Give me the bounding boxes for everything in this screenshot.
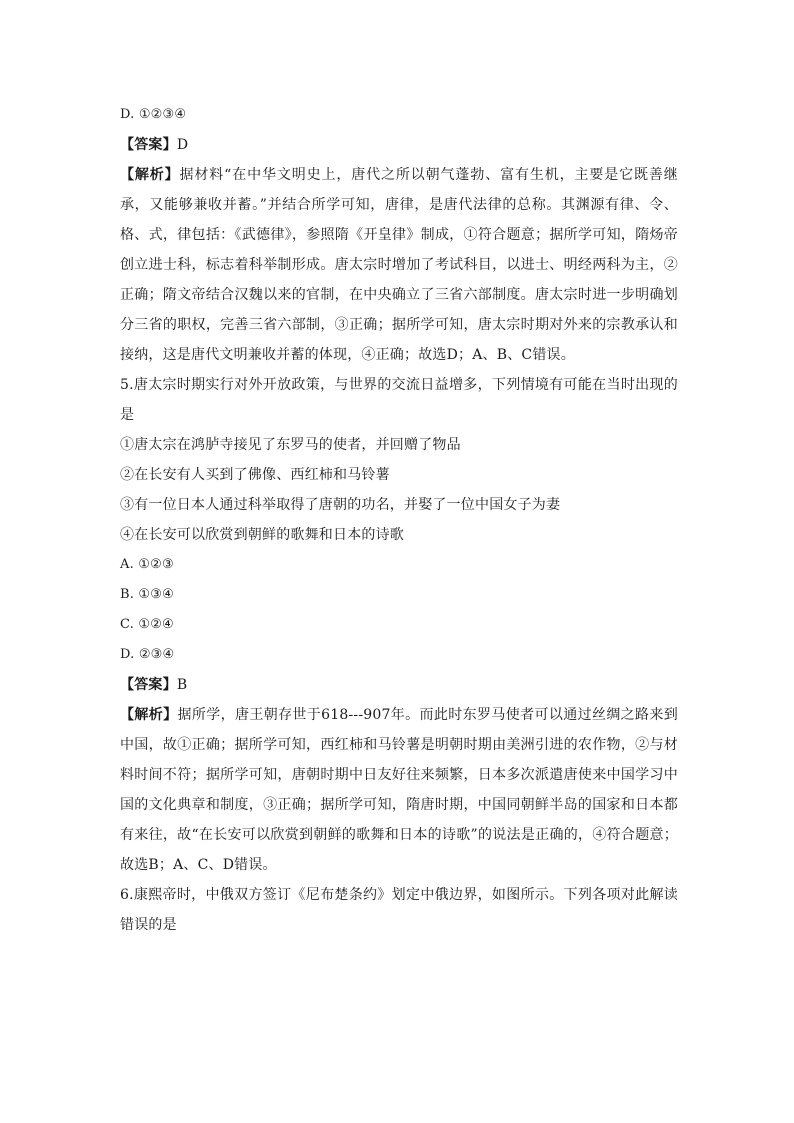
- q5-item-3: ③有一位日本人通过科举取得了唐朝的功名，并娶了一位中国女子为妻: [120, 497, 561, 513]
- q5-option-b: B. ①③④: [120, 587, 174, 602]
- answer-value: D: [176, 137, 189, 153]
- q5-stem: 5.唐太宗时期实行对外开放政策，与世界的交流日益增多，下列情境有可能在当时出现的是: [120, 377, 678, 423]
- q5-item-2: ②在长安有人买到了佛像、西红柿和马铃薯: [120, 467, 390, 483]
- q5-item-1: ①唐太宗在鸿胪寺接见了东罗马的使者，并回赠了物品: [120, 437, 461, 453]
- q4-option-d: D. ①②③④: [120, 107, 187, 122]
- analysis-text: 据材料“在中华文明史上，唐代之所以朝气蓬勃、富有生机，主要是它既善继承，又能够兼收并蓄。”并结合所学可知，唐律，是唐代法律的总称。其渊源有律、令、格、式，律包括：《武德律》，参照隋《开皇律》制成，①符合题意；据所学可知，隋炀帝创立进士科，标志着科举制形成。唐太宗时增加了考试科目，以进士、明经两科为主，②正确；隋文帝结合汉魏以来的官制，在中央确立了三省六部制度。唐太宗时进一步明确划分三省的职权，完善三省六部制，③正确；据所学可知，唐太宗时期对外来的宗教承认和接纳，这是唐代文明兼收并蓄的体现，④正确；故选D；A、B、C错误。: [120, 167, 678, 363]
- q5-answer: [120, 670, 678, 700]
- q5-item-4: ④在长安可以欣赏到朝鲜的歌舞和日本的诗歌: [120, 527, 404, 543]
- analysis-tag: 【解析】: [120, 167, 180, 183]
- q5-option-a: A. ①②③: [120, 557, 174, 572]
- answer-value: B: [176, 677, 188, 693]
- q5-option-d: D. ②③④: [120, 647, 175, 662]
- q4-answer: [120, 130, 678, 160]
- q5-analysis: [120, 700, 678, 880]
- answer-tag: 【答案】: [120, 677, 177, 693]
- analysis-text: 据所学，唐王朝存世于618---907年。而此时东罗马使者可以通过丝绸之路来到中国，故①正确；据所学可知，西红柿和马铃薯是明朝时期由美洲引进的农作物，②与材料时间不符；据所学可知，唐朝时期中日友好往来频繁，日本多次派遣唐使来中国学习中国的文化典章和制度，③正确；据所学可知，隋唐时期，中国同朝鲜半岛的国家和日本都有来往，故“在长安可以欣赏到朝鲜的歌舞和日本的诗歌”的说法是正确的，④符合题意；故选B；A、C、D错误。: [120, 707, 678, 873]
- q4-analysis: [120, 160, 678, 370]
- analysis-tag: 【解析】: [120, 707, 178, 723]
- q5-option-c: C. ①②④: [120, 617, 174, 632]
- answer-tag: 【答案】: [120, 137, 177, 153]
- q6-stem: 6.康熙帝时，中俄双方签订《尼布楚条约》划定中俄边界，如图所示。下列各项对此解读错误的是: [120, 887, 678, 933]
- document-page: [120, 100, 678, 940]
